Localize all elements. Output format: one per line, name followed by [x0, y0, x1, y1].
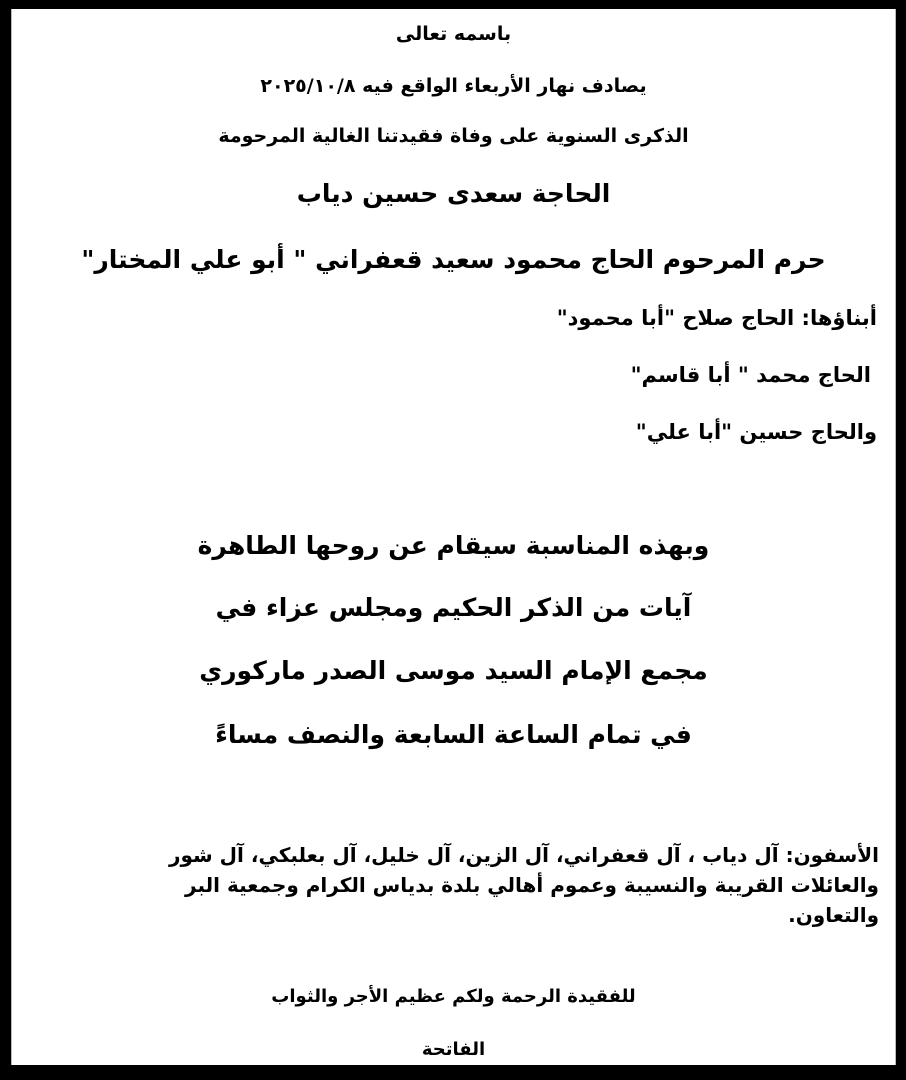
- mourners-paragraph: الأسفون: آل دياب ، آل قعفراني، آل الزين، آل خليل، آل بعلبكي، آل شور والعائلات القريبة والنسيبة وعموم أهالي بلدة بدياس الكرام وجمعية البر والتعاون.: [169, 843, 879, 927]
- deceased-name: الحاجة سعدى حسين دياب: [296, 179, 611, 208]
- invocation-heading: باسمه تعالى: [395, 23, 512, 45]
- ceremony-line-3: مجمع الإمام السيد موسى الصدر ماركوري: [199, 656, 708, 685]
- son-line-3: والحاج حسين "أبا علي": [635, 420, 877, 444]
- spouse-line: حرم المرحوم الحاج محمود سعيد قعفراني " أبو علي المختار": [81, 245, 826, 274]
- occasion-line: الذكرى السنوية على وفاة فقيدتنا الغالية المرحومة: [218, 125, 689, 147]
- date-line: يصادف نهار الأربعاء الواقع فيه ٢٠٢٥/١٠/٨: [260, 75, 647, 97]
- ceremony-line-2: آيات من الذكر الحكيم ومجلس عزاء في: [215, 593, 692, 622]
- fatiha-line: الفاتحة: [421, 1039, 486, 1060]
- son-line-2: الحاج محمد " أبا قاسم": [630, 363, 871, 387]
- ceremony-line-4: في تمام الساعة السابعة والنصف مساءً: [215, 720, 692, 749]
- son-line-1: أبناؤها: الحاج صلاح "أبا محمود": [556, 306, 877, 330]
- ceremony-line-1: وبهذه المناسبة سيقام عن روحها الطاهرة: [197, 531, 710, 560]
- closing-prayer: للفقيدة الرحمة ولكم عظيم الأجر والثواب: [271, 986, 636, 1007]
- announcement-page: [11, 9, 896, 1065]
